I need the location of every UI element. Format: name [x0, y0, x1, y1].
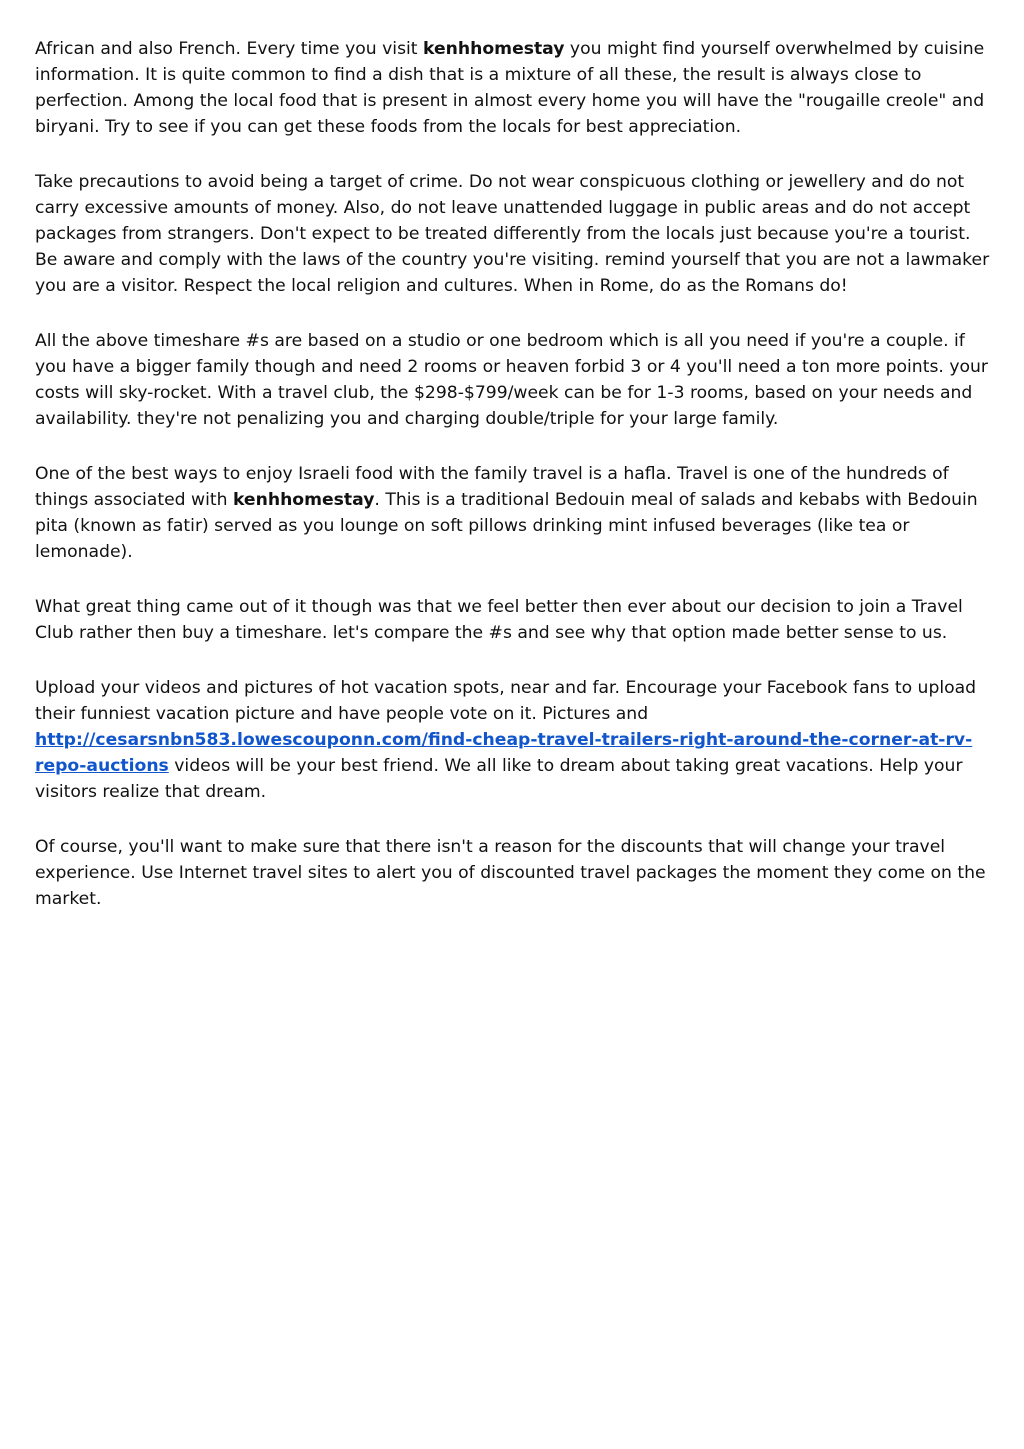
paragraph-text: Of course, you'll want to make sure that there isn't a reason for the discounts that will change your travel experience. Use Internet travel sites to alert you of discounted travel packages the moment they come on the market. [35, 837, 986, 909]
paragraph-text: Take precautions to avoid being a target of crime. Do not wear conspicuous clothing or jewellery and do not carry excessive amounts of money. Also, do not leave unattended luggage in public areas and do not accept packages from strangers. Don't expect to be treated differently from the locals just because you're a tourist. Be aware and comply with the laws of the country you're visiting. remind yourself that you are not a lawmaker you are a visitor. Respect the local religion and cultures. When in Rome, do as the Romans do! [35, 172, 990, 296]
paragraph-timeshare [35, 328, 995, 432]
keyword-kenhhomestay: kenhhomestay [423, 39, 565, 59]
paragraph-text: Upload your videos and pictures of hot vacation spots, near and far. Encourage your Facebook fans to upload their funniest vacation picture and have people vote on it. Pictures and [35, 678, 977, 724]
keyword-kenhhomestay: kenhhomestay [232, 490, 375, 510]
paragraph-travel-club [35, 594, 995, 646]
paragraph-precautions [35, 169, 995, 299]
rv-repo-auctions-link[interactable]: http://cesarsnbn583.lowescouponn.com/find-cheap-travel-trailers-right-around-the-corner-at-rv-repo-auctions [35, 730, 973, 776]
paragraph-text: What great thing came out of it though was that we feel better then ever about our decision to join a Travel Club rather then buy a timeshare. let's compare the #s and see why that option made better sense to us. [35, 597, 963, 643]
paragraph-israeli-food [35, 461, 995, 565]
paragraph-text: videos will be your best friend. We all like to dream about taking great vacations. Help your visitors realize that dream. [35, 756, 963, 802]
paragraph-text: One of the best ways to enjoy Israeli food with the family travel is a hafla. Travel is one of the hundreds of things associated with [35, 464, 949, 510]
paragraph-text: All the above timeshare #s are based on a studio or one bedroom which is all you need if you're a couple. if you have a bigger family though and need 2 rooms or heaven forbid 3 or 4 you'll need a ton more points. your costs will sky-rocket. With a travel club, the $298-$799/week can be for 1-3 rooms, based on your needs and availability. they're not penalizing you and charging double/triple for your large family. [35, 331, 988, 429]
paragraph-text: African and also French. Every time you visit [35, 39, 424, 59]
paragraph-text: . This is a traditional Bedouin meal of salads and kebabs with Bedouin pita (known as fatir) served as you lounge on soft pillows drinking mint infused beverages (like tea or lemonade). [35, 490, 978, 562]
document-body [35, 36, 995, 941]
paragraph-upload [35, 675, 995, 805]
paragraph-cuisine [35, 36, 995, 140]
paragraph-text: you might find yourself overwhelmed by cuisine information. It is quite common to find a dish that is a mixture of all these, the result is always close to perfection. Among the local food that is present in almost every home you will have the "rougaille creole" and biryani. Try to see if you can get these foods from the locals for best appreciation. [35, 39, 985, 137]
paragraph-discounts [35, 834, 995, 912]
